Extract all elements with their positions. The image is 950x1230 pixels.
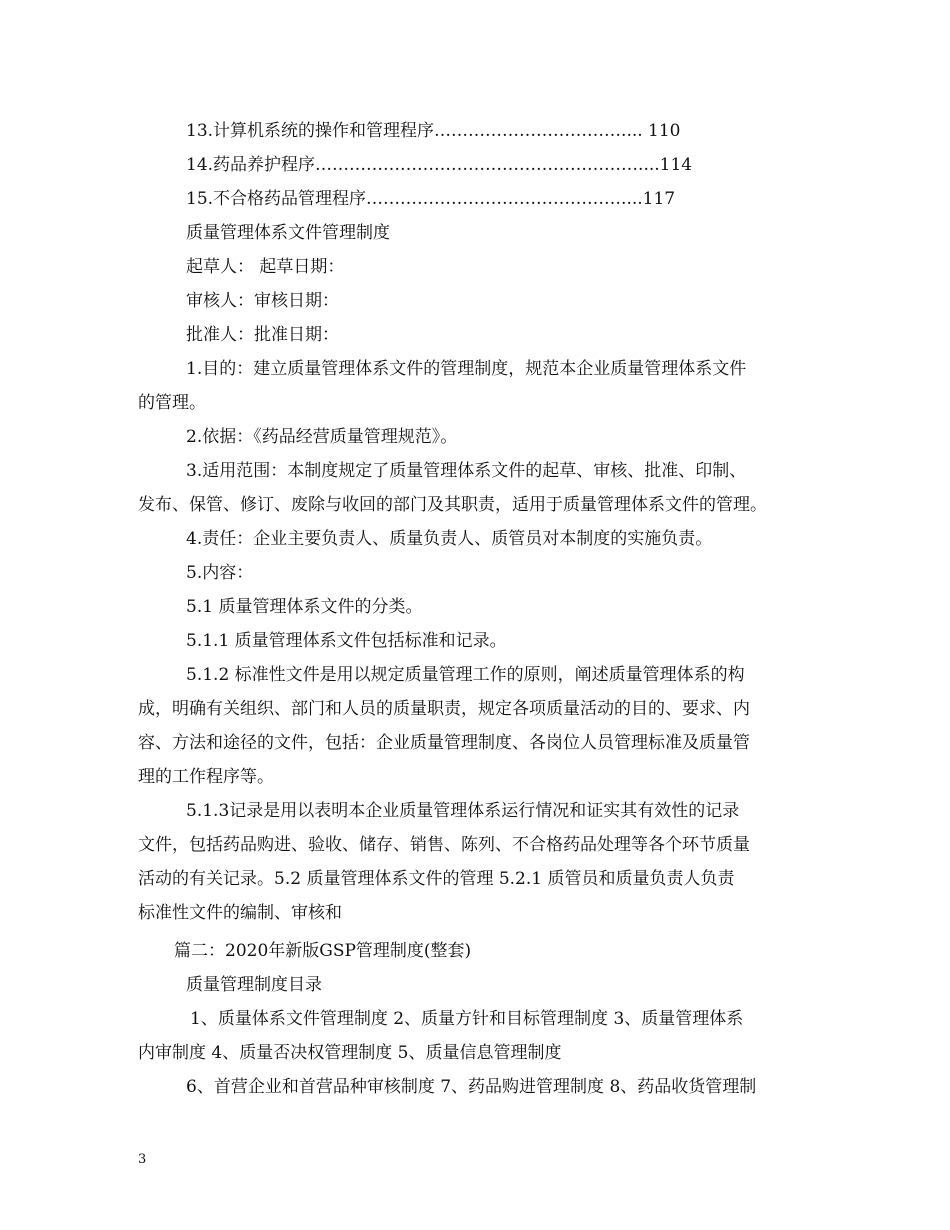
- paragraph-responsibility: 4.责任：企业主要负责人、质量负责人、质管员对本制度的实施负责。: [186, 529, 713, 549]
- paragraph-content: 5.内容：: [186, 563, 254, 583]
- paragraph-scope: 3.适用范围：本制度规定了质量管理体系文件的起草、审核、批准、印制、: [186, 461, 747, 481]
- paragraph-5-1-3: 5.1.3记录是用以表明本企业质量管理体系运行情况和证实其有效性的记录: [186, 801, 740, 821]
- paragraph-5-1-2-cont: 理的工作程序等。: [138, 767, 274, 787]
- reviewer-line: 审核人：审核日期：: [186, 291, 339, 311]
- paragraph-5-1-3-cont: 文件，包括药品购进、验收、储存、销售、陈列、不合格药品处理等各个环节质量: [138, 835, 750, 855]
- approver-line: 批准人：批准日期：: [186, 325, 339, 345]
- paragraph-purpose-cont: 的管理。: [138, 393, 206, 413]
- toc-entry-13: 13.计算机系统的操作和管理程序…………………………….... 110: [186, 121, 681, 141]
- paragraph-basis: 2.依据：《药品经营质量管理规范》。: [186, 427, 458, 447]
- paragraph-5-1-2-cont: 成，明确有关组织、部门和人员的质量职责，规定各项质量活动的目的、要求、内: [138, 699, 750, 719]
- catalog-line-cont: 内审制度 4、质量否决权管理制度 5、质量信息管理制度: [138, 1043, 562, 1063]
- paragraph-5-1-1: 5.1.1 质量管理体系文件包括标准和记录。: [186, 631, 507, 651]
- paragraph-5-1-2-cont: 容、方法和途径的文件，包括：企业质量管理制度、各岗位人员管理标准及质量管: [138, 733, 750, 753]
- catalog-line: 1、质量体系文件管理制度 2、质量方针和目标管理制度 3、质量管理体系: [190, 1009, 744, 1029]
- catalog-title: 质量管理制度目录: [186, 975, 322, 995]
- catalog-line: 6、首营企业和首营品种审核制度 7、药品购进管理制度 8、药品收货管理制: [186, 1077, 757, 1097]
- page-number: 3: [138, 1152, 147, 1167]
- paragraph-purpose: 1.目的：建立质量管理体系文件的管理制度，规范本企业质量管理体系文件: [186, 359, 747, 379]
- drafter-line: 起草人： 起草日期：: [186, 257, 345, 277]
- part-two-heading: 篇二：2020年新版GSP管理制度(整套): [174, 941, 472, 961]
- paragraph-5-1-3-cont: 活动的有关记录。5.2 质量管理体系文件的管理 5.2.1 质管员和质量负责人负责: [138, 869, 735, 889]
- paragraph-scope-cont: 发布、保管、修订、废除与收回的部门及其职责，适用于质量管理体系文件的管理。: [138, 495, 767, 515]
- toc-entry-15: 15.不合格药品管理程序………………………………………....117: [186, 189, 676, 209]
- paragraph-5-1-2: 5.1.2 标准性文件是用以规定质量管理工作的原则，阐述质量管理体系的构: [186, 665, 745, 685]
- paragraph-5-1-3-cont: 标准性文件的编制、审核和: [138, 903, 342, 923]
- section-title: 质量管理体系文件管理制度: [186, 223, 390, 243]
- paragraph-5-1: 5.1 质量管理体系文件的分类。: [186, 597, 423, 617]
- toc-entry-14: 14.药品养护程序…………………………………………………....114: [186, 155, 693, 175]
